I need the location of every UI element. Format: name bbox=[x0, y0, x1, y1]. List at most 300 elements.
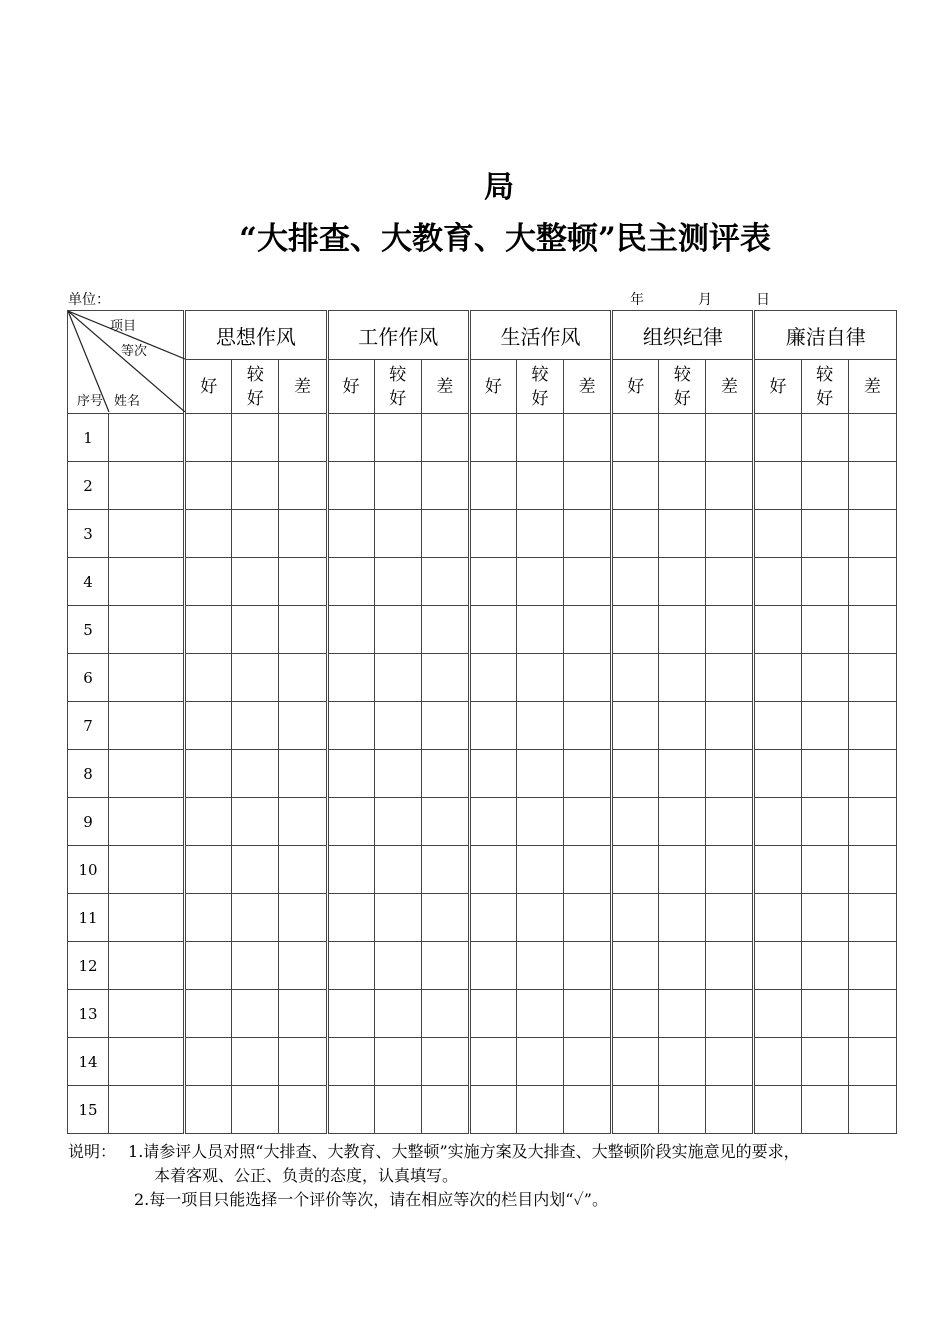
rating-cell[interactable] bbox=[516, 990, 563, 1038]
rating-cell[interactable] bbox=[754, 990, 801, 1038]
rating-cell[interactable] bbox=[374, 558, 421, 606]
grade-label: 较 bbox=[246, 364, 264, 385]
rating-cell[interactable] bbox=[469, 510, 516, 558]
rating-cell[interactable] bbox=[564, 702, 612, 750]
grade-label: 差 bbox=[863, 376, 881, 397]
rating-cell[interactable] bbox=[564, 798, 612, 846]
name-cell[interactable] bbox=[109, 702, 185, 750]
rating-cell[interactable] bbox=[848, 798, 896, 846]
rating-cell[interactable] bbox=[612, 750, 659, 798]
rating-cell[interactable] bbox=[659, 750, 706, 798]
rating-cell[interactable] bbox=[564, 1086, 612, 1134]
rating-cell[interactable] bbox=[327, 654, 374, 702]
rating-cell[interactable] bbox=[612, 942, 659, 990]
rating-cell[interactable] bbox=[706, 894, 754, 942]
name-cell[interactable] bbox=[109, 990, 185, 1038]
rating-cell[interactable] bbox=[374, 798, 421, 846]
row-number: 9 bbox=[68, 798, 109, 846]
rating-cell[interactable] bbox=[421, 510, 469, 558]
rating-cell[interactable] bbox=[706, 990, 754, 1038]
rating-cell[interactable] bbox=[185, 750, 232, 798]
rating-cell[interactable] bbox=[327, 702, 374, 750]
rating-cell[interactable] bbox=[469, 654, 516, 702]
title-line-1: 局 bbox=[484, 170, 516, 205]
name-cell[interactable] bbox=[109, 462, 185, 510]
name-cell[interactable] bbox=[109, 798, 185, 846]
rating-cell[interactable] bbox=[516, 558, 563, 606]
rating-cell[interactable] bbox=[232, 606, 279, 654]
rating-cell[interactable] bbox=[232, 750, 279, 798]
rating-cell[interactable] bbox=[327, 1086, 374, 1134]
rating-cell[interactable] bbox=[374, 990, 421, 1038]
name-cell[interactable] bbox=[109, 510, 185, 558]
rating-cell[interactable] bbox=[564, 942, 612, 990]
row-number: 3 bbox=[68, 510, 109, 558]
rating-cell[interactable] bbox=[706, 654, 754, 702]
row-number: 13 bbox=[68, 990, 109, 1038]
rating-cell[interactable] bbox=[754, 702, 801, 750]
rating-cell[interactable] bbox=[564, 558, 612, 606]
rating-cell[interactable] bbox=[279, 702, 327, 750]
rating-cell[interactable] bbox=[374, 750, 421, 798]
grade-label: 好 bbox=[769, 376, 787, 397]
rating-cell[interactable] bbox=[421, 558, 469, 606]
grade-label: 较 bbox=[816, 364, 834, 385]
rating-cell[interactable] bbox=[327, 846, 374, 894]
rating-cell[interactable] bbox=[801, 798, 848, 846]
grade-label: 差 bbox=[578, 376, 596, 397]
grade-label: 较 bbox=[673, 364, 691, 385]
grade-label: 较 bbox=[389, 364, 407, 385]
name-cell[interactable] bbox=[109, 894, 185, 942]
rating-cell[interactable] bbox=[469, 1038, 516, 1086]
grade-label: 好 bbox=[484, 376, 502, 397]
row-number: 1 bbox=[68, 414, 109, 462]
notes bbox=[68, 1140, 800, 1212]
grade-poor bbox=[564, 360, 612, 414]
rating-cell[interactable] bbox=[706, 846, 754, 894]
rating-cell[interactable] bbox=[279, 990, 327, 1038]
rating-cell[interactable] bbox=[469, 846, 516, 894]
rating-cell[interactable] bbox=[801, 414, 848, 462]
rating-cell[interactable] bbox=[754, 558, 801, 606]
rating-cell[interactable] bbox=[185, 894, 232, 942]
name-cell[interactable] bbox=[109, 846, 185, 894]
date-year: 年 bbox=[630, 292, 644, 308]
date-month: 月 bbox=[698, 292, 712, 308]
rating-cell[interactable] bbox=[232, 702, 279, 750]
rating-cell[interactable] bbox=[279, 942, 327, 990]
rating-cell[interactable] bbox=[516, 654, 563, 702]
rating-cell[interactable] bbox=[801, 894, 848, 942]
name-cell[interactable] bbox=[109, 1038, 185, 1086]
rating-cell[interactable] bbox=[374, 846, 421, 894]
grade-label: 好 bbox=[627, 376, 645, 397]
rating-cell[interactable] bbox=[469, 990, 516, 1038]
rating-cell[interactable] bbox=[374, 606, 421, 654]
row-number: 11 bbox=[68, 894, 109, 942]
rating-cell[interactable] bbox=[612, 654, 659, 702]
rating-cell[interactable] bbox=[659, 510, 706, 558]
rating-cell[interactable] bbox=[516, 1086, 563, 1134]
grade-label: 差 bbox=[436, 376, 454, 397]
rating-cell[interactable] bbox=[421, 990, 469, 1038]
grade-label: 好 bbox=[200, 376, 218, 397]
rating-cell[interactable] bbox=[232, 510, 279, 558]
rating-cell[interactable] bbox=[754, 654, 801, 702]
rating-cell[interactable] bbox=[421, 1038, 469, 1086]
rating-cell[interactable] bbox=[848, 942, 896, 990]
rating-cell[interactable] bbox=[754, 942, 801, 990]
rating-cell[interactable] bbox=[327, 942, 374, 990]
rating-cell[interactable] bbox=[706, 606, 754, 654]
name-cell[interactable] bbox=[109, 1086, 185, 1134]
rating-cell[interactable] bbox=[564, 414, 612, 462]
grade-header-row bbox=[68, 360, 897, 414]
rating-cell[interactable] bbox=[327, 510, 374, 558]
rating-cell[interactable] bbox=[374, 1086, 421, 1134]
rating-cell[interactable] bbox=[564, 1038, 612, 1086]
rating-cell[interactable] bbox=[279, 1086, 327, 1134]
rating-cell[interactable] bbox=[421, 798, 469, 846]
rating-cell[interactable] bbox=[706, 702, 754, 750]
name-cell[interactable] bbox=[109, 606, 185, 654]
rating-cell[interactable] bbox=[612, 990, 659, 1038]
rating-cell[interactable] bbox=[848, 510, 896, 558]
rating-cell[interactable] bbox=[516, 942, 563, 990]
rating-cell[interactable] bbox=[564, 846, 612, 894]
grade-fair bbox=[801, 360, 848, 414]
rating-cell[interactable] bbox=[848, 558, 896, 606]
table-row bbox=[68, 750, 897, 798]
rating-cell[interactable] bbox=[848, 1086, 896, 1134]
rating-cell[interactable] bbox=[612, 1038, 659, 1086]
rating-cell[interactable] bbox=[801, 942, 848, 990]
rating-cell[interactable] bbox=[421, 1086, 469, 1134]
rating-cell[interactable] bbox=[516, 750, 563, 798]
rating-cell[interactable] bbox=[516, 606, 563, 654]
rating-cell[interactable] bbox=[659, 894, 706, 942]
rating-cell[interactable] bbox=[374, 1038, 421, 1086]
rating-cell[interactable] bbox=[516, 798, 563, 846]
rating-cell[interactable] bbox=[469, 798, 516, 846]
rating-cell[interactable] bbox=[848, 654, 896, 702]
rating-cell[interactable] bbox=[754, 750, 801, 798]
rating-cell[interactable] bbox=[659, 798, 706, 846]
grade-good bbox=[185, 360, 232, 414]
rating-cell[interactable] bbox=[327, 798, 374, 846]
table-row bbox=[68, 654, 897, 702]
rating-cell[interactable] bbox=[185, 1038, 232, 1086]
rating-cell[interactable] bbox=[706, 750, 754, 798]
rating-cell[interactable] bbox=[185, 942, 232, 990]
grade-poor bbox=[279, 360, 327, 414]
rating-cell[interactable] bbox=[754, 798, 801, 846]
table-row bbox=[68, 462, 897, 510]
rating-cell[interactable] bbox=[564, 510, 612, 558]
rating-cell[interactable] bbox=[612, 510, 659, 558]
rating-cell[interactable] bbox=[374, 702, 421, 750]
rating-cell[interactable] bbox=[801, 990, 848, 1038]
rating-cell[interactable] bbox=[612, 846, 659, 894]
rating-cell[interactable] bbox=[232, 798, 279, 846]
name-cell[interactable] bbox=[109, 750, 185, 798]
rating-cell[interactable] bbox=[564, 894, 612, 942]
rating-cell[interactable] bbox=[232, 1086, 279, 1134]
rating-cell[interactable] bbox=[374, 462, 421, 510]
rating-cell[interactable] bbox=[516, 702, 563, 750]
rating-cell[interactable] bbox=[185, 798, 232, 846]
rating-cell[interactable] bbox=[848, 606, 896, 654]
rating-cell[interactable] bbox=[232, 846, 279, 894]
rating-cell[interactable] bbox=[706, 462, 754, 510]
rating-cell[interactable] bbox=[706, 558, 754, 606]
rating-cell[interactable] bbox=[754, 606, 801, 654]
rating-cell[interactable] bbox=[469, 702, 516, 750]
rating-cell[interactable] bbox=[516, 846, 563, 894]
row-number: 4 bbox=[68, 558, 109, 606]
rating-cell[interactable] bbox=[469, 750, 516, 798]
rating-cell[interactable] bbox=[706, 1038, 754, 1086]
rating-cell[interactable] bbox=[706, 942, 754, 990]
rating-cell[interactable] bbox=[659, 1038, 706, 1086]
rating-cell[interactable] bbox=[421, 846, 469, 894]
rating-cell[interactable] bbox=[848, 702, 896, 750]
rating-cell[interactable] bbox=[848, 750, 896, 798]
row-number: 8 bbox=[68, 750, 109, 798]
rating-cell[interactable] bbox=[612, 558, 659, 606]
rating-cell[interactable] bbox=[279, 894, 327, 942]
rating-cell[interactable] bbox=[232, 462, 279, 510]
grade-fair bbox=[232, 360, 279, 414]
grade-poor bbox=[421, 360, 469, 414]
rating-cell[interactable] bbox=[848, 990, 896, 1038]
rating-cell[interactable] bbox=[564, 654, 612, 702]
rating-cell[interactable] bbox=[706, 510, 754, 558]
category-header: 工作作风 bbox=[327, 311, 469, 360]
table-row bbox=[68, 990, 897, 1038]
rating-cell[interactable] bbox=[421, 942, 469, 990]
table-row bbox=[68, 1086, 897, 1134]
rating-cell[interactable] bbox=[185, 990, 232, 1038]
category-header: 组织纪律 bbox=[612, 311, 754, 360]
rating-cell[interactable] bbox=[564, 606, 612, 654]
grade-label: 好 bbox=[673, 388, 691, 409]
rating-cell[interactable] bbox=[659, 702, 706, 750]
rating-cell[interactable] bbox=[469, 1086, 516, 1134]
rating-cell[interactable] bbox=[801, 510, 848, 558]
name-cell[interactable] bbox=[109, 654, 185, 702]
rating-cell[interactable] bbox=[185, 462, 232, 510]
rating-cell[interactable] bbox=[564, 750, 612, 798]
grade-label: 好 bbox=[816, 388, 834, 409]
rating-cell[interactable] bbox=[279, 462, 327, 510]
unit-label: 单位： bbox=[68, 292, 110, 308]
row-number: 6 bbox=[68, 654, 109, 702]
rating-cell[interactable] bbox=[659, 990, 706, 1038]
rating-cell[interactable] bbox=[279, 798, 327, 846]
rating-cell[interactable] bbox=[516, 894, 563, 942]
date-day: 日 bbox=[756, 292, 770, 308]
rating-cell[interactable] bbox=[659, 846, 706, 894]
rating-cell[interactable] bbox=[327, 414, 374, 462]
rating-cell[interactable] bbox=[469, 414, 516, 462]
rating-cell[interactable] bbox=[421, 462, 469, 510]
rating-cell[interactable] bbox=[421, 414, 469, 462]
rating-cell[interactable] bbox=[801, 846, 848, 894]
rating-cell[interactable] bbox=[659, 942, 706, 990]
rating-cell[interactable] bbox=[421, 750, 469, 798]
rating-cell[interactable] bbox=[421, 654, 469, 702]
rating-cell[interactable] bbox=[469, 462, 516, 510]
rating-cell[interactable] bbox=[374, 894, 421, 942]
rating-cell[interactable] bbox=[185, 702, 232, 750]
rating-cell[interactable] bbox=[421, 702, 469, 750]
rating-cell[interactable] bbox=[801, 462, 848, 510]
rating-cell[interactable] bbox=[279, 510, 327, 558]
rating-cell[interactable] bbox=[374, 414, 421, 462]
rating-cell[interactable] bbox=[327, 1038, 374, 1086]
rating-cell[interactable] bbox=[848, 462, 896, 510]
row-number: 2 bbox=[68, 462, 109, 510]
rating-cell[interactable] bbox=[469, 942, 516, 990]
rating-cell[interactable] bbox=[232, 414, 279, 462]
rating-cell[interactable] bbox=[516, 510, 563, 558]
rating-cell[interactable] bbox=[279, 1038, 327, 1086]
rating-cell[interactable] bbox=[279, 558, 327, 606]
rating-cell[interactable] bbox=[612, 798, 659, 846]
rating-cell[interactable] bbox=[185, 558, 232, 606]
rating-cell[interactable] bbox=[754, 414, 801, 462]
rating-cell[interactable] bbox=[374, 654, 421, 702]
note-item-2: 2.每一项目只能选择一个评价等次，请在相应等次的栏目内划“✓”。 bbox=[134, 1190, 608, 1209]
rating-cell[interactable] bbox=[185, 606, 232, 654]
rating-cell[interactable] bbox=[232, 558, 279, 606]
rating-cell[interactable] bbox=[232, 990, 279, 1038]
table-row bbox=[68, 558, 897, 606]
rating-cell[interactable] bbox=[516, 462, 563, 510]
grade-poor bbox=[706, 360, 754, 414]
rating-cell[interactable] bbox=[327, 990, 374, 1038]
rating-cell[interactable] bbox=[374, 942, 421, 990]
rating-cell[interactable] bbox=[469, 894, 516, 942]
rating-cell[interactable] bbox=[801, 654, 848, 702]
table-row bbox=[68, 942, 897, 990]
rating-cell[interactable] bbox=[659, 414, 706, 462]
rating-cell[interactable] bbox=[232, 1038, 279, 1086]
rating-cell[interactable] bbox=[327, 606, 374, 654]
rating-cell[interactable] bbox=[612, 414, 659, 462]
rating-cell[interactable] bbox=[185, 1086, 232, 1134]
grade-label: 好 bbox=[531, 388, 549, 409]
grade-label: 差 bbox=[720, 376, 738, 397]
rating-cell[interactable] bbox=[801, 1038, 848, 1086]
rating-cell[interactable] bbox=[374, 510, 421, 558]
rating-cell[interactable] bbox=[327, 558, 374, 606]
rating-cell[interactable] bbox=[279, 750, 327, 798]
rating-cell[interactable] bbox=[754, 510, 801, 558]
rating-cell[interactable] bbox=[279, 846, 327, 894]
rating-cell[interactable] bbox=[706, 1086, 754, 1134]
rating-cell[interactable] bbox=[232, 894, 279, 942]
rating-cell[interactable] bbox=[659, 558, 706, 606]
rating-cell[interactable] bbox=[659, 1086, 706, 1134]
rating-cell[interactable] bbox=[185, 846, 232, 894]
rating-cell[interactable] bbox=[421, 606, 469, 654]
name-cell[interactable] bbox=[109, 558, 185, 606]
name-cell[interactable] bbox=[109, 942, 185, 990]
rating-cell[interactable] bbox=[421, 894, 469, 942]
rating-cell[interactable] bbox=[754, 1038, 801, 1086]
rating-cell[interactable] bbox=[516, 414, 563, 462]
rating-cell[interactable] bbox=[564, 990, 612, 1038]
rating-cell[interactable] bbox=[706, 798, 754, 846]
table-row bbox=[68, 414, 897, 462]
rating-cell[interactable] bbox=[469, 606, 516, 654]
rating-cell[interactable] bbox=[706, 414, 754, 462]
grade-fair bbox=[659, 360, 706, 414]
rating-cell[interactable] bbox=[185, 654, 232, 702]
name-cell[interactable] bbox=[109, 414, 185, 462]
rating-cell[interactable] bbox=[848, 894, 896, 942]
rating-cell[interactable] bbox=[754, 894, 801, 942]
rating-cell[interactable] bbox=[469, 558, 516, 606]
rating-cell[interactable] bbox=[564, 462, 612, 510]
category-header: 廉洁自律 bbox=[754, 311, 897, 360]
table-row bbox=[68, 606, 897, 654]
rating-cell[interactable] bbox=[754, 1086, 801, 1134]
corner-header bbox=[68, 311, 185, 414]
grade-fair bbox=[374, 360, 421, 414]
rating-cell[interactable] bbox=[279, 654, 327, 702]
rating-cell[interactable] bbox=[279, 414, 327, 462]
rating-cell[interactable] bbox=[801, 750, 848, 798]
rating-cell[interactable] bbox=[612, 462, 659, 510]
rating-cell[interactable] bbox=[848, 414, 896, 462]
rating-cell[interactable] bbox=[327, 750, 374, 798]
rating-cell[interactable] bbox=[185, 510, 232, 558]
rating-cell[interactable] bbox=[754, 846, 801, 894]
rating-cell[interactable] bbox=[612, 894, 659, 942]
row-number: 14 bbox=[68, 1038, 109, 1086]
rating-cell[interactable] bbox=[659, 606, 706, 654]
rating-cell[interactable] bbox=[754, 462, 801, 510]
rating-cell[interactable] bbox=[232, 942, 279, 990]
rating-cell[interactable] bbox=[848, 1038, 896, 1086]
rating-cell[interactable] bbox=[659, 654, 706, 702]
rating-cell[interactable] bbox=[612, 606, 659, 654]
rating-cell[interactable] bbox=[232, 654, 279, 702]
rating-cell[interactable] bbox=[279, 606, 327, 654]
notes-label: 说明： bbox=[68, 1142, 117, 1161]
rating-cell[interactable] bbox=[801, 558, 848, 606]
rating-cell[interactable] bbox=[848, 846, 896, 894]
evaluation-table bbox=[67, 310, 897, 1134]
rating-cell[interactable] bbox=[612, 1086, 659, 1134]
rating-cell[interactable] bbox=[801, 702, 848, 750]
rating-cell[interactable] bbox=[659, 462, 706, 510]
rating-cell[interactable] bbox=[327, 894, 374, 942]
note-item-1-cont: 本着客观、公正、负责的态度，认真填写。 bbox=[154, 1166, 459, 1185]
rating-cell[interactable] bbox=[327, 462, 374, 510]
rating-cell[interactable] bbox=[801, 606, 848, 654]
rating-cell[interactable] bbox=[185, 414, 232, 462]
rating-cell[interactable] bbox=[612, 702, 659, 750]
rating-cell[interactable] bbox=[516, 1038, 563, 1086]
table-row bbox=[68, 702, 897, 750]
rating-cell[interactable] bbox=[801, 1086, 848, 1134]
grade-good bbox=[754, 360, 801, 414]
